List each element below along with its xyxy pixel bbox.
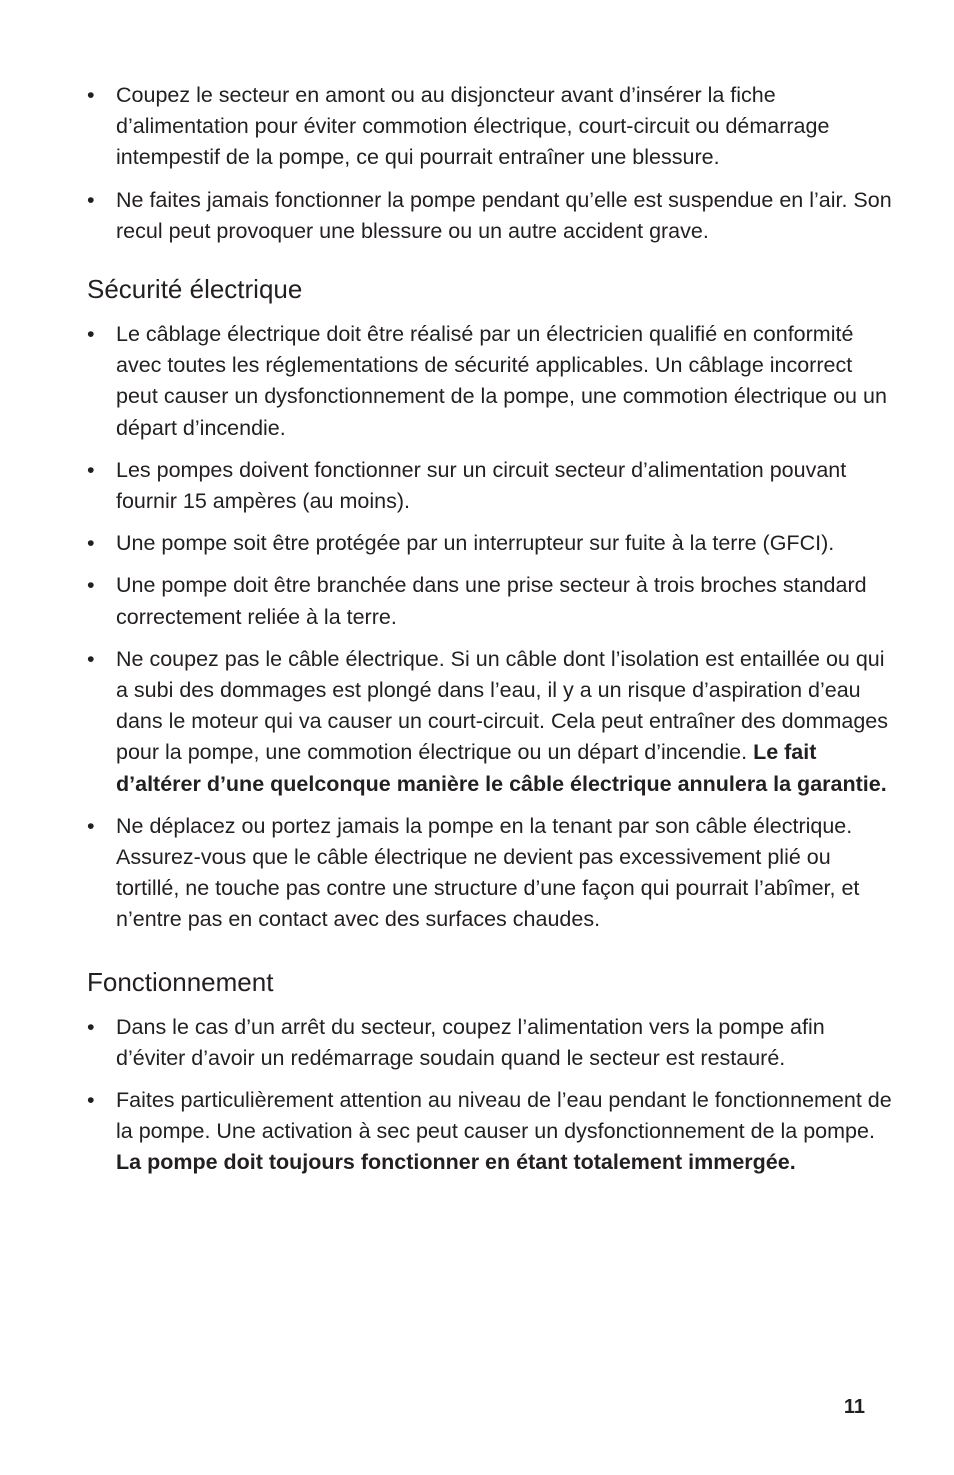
list-item xyxy=(87,319,894,444)
bullet-icon: • xyxy=(87,1088,95,1113)
list-item xyxy=(87,1012,894,1074)
list-item xyxy=(87,185,894,247)
bullet-text: Ne déplacez ou portez jamais la pompe en la tenant par son câble électrique. Assurez-vous que le câble électrique ne devient pas excessivement plié ou tortillé, ne touche pas contre une structure d’une façon qui pourrait l’abîmer, et n’entre pas en contact avec des surfaces chaudes. xyxy=(116,813,860,932)
list-item xyxy=(87,80,894,174)
list-item xyxy=(87,644,894,800)
bullet-icon: • xyxy=(87,813,95,838)
bullet-icon: • xyxy=(87,457,95,482)
bullet-icon: • xyxy=(87,322,95,347)
bullet-text: Une pompe soit être protégée par un interrupteur sur fuite à la terre (GFCI). xyxy=(116,531,835,556)
bullet-text: Une pompe doit être branchée dans une prise secteur à trois broches standard correctement reliée à la terre. xyxy=(116,573,867,629)
list-item xyxy=(87,570,894,632)
bullet-text: Dans le cas d’un arrêt du secteur, coupez l’alimentation vers la pompe afin d’éviter d’avoir un redémarrage soudain quand le secteur est restauré. xyxy=(116,1014,825,1070)
bullet-icon: • xyxy=(87,187,95,212)
submersion-warning-text: La pompe doit toujours fonctionner en étant totalement immergée. xyxy=(116,1150,796,1175)
warranty-warning-text: Le fait d’altérer d’une quelconque manière le câble électrique annulera la garantie. xyxy=(116,740,887,796)
operation-bullet-list xyxy=(87,1012,894,1179)
bullet-text: Ne coupez pas le câble électrique. Si un câble dont l’isolation est entaillée ou qui a subi des dommages est plongé dans l’eau, il y a un risque d’aspiration d’eau dans le moteur qui va causer un court-circuit. Cela peut entraîner des dommages pour la pompe, une commotion électrique ou un départ d’incendie. xyxy=(116,646,889,765)
section-title-electrical-safety: Sécurité électrique xyxy=(87,274,303,305)
intro-bullet-list xyxy=(87,80,894,247)
electrical-safety-bullet-list xyxy=(87,319,894,936)
bullet-text: Ne faites jamais fonctionner la pompe pendant qu’elle est suspendue en l’air. Son recul peut provoquer une blessure ou un autre accident grave. xyxy=(116,187,892,243)
bullet-text: Coupez le secteur en amont ou au disjoncteur avant d’insérer la fiche d’alimentation pour éviter commotion électrique, court-circuit ou démarrage intempestif de la pompe, ce qui pourrait entraîner une blessure. xyxy=(116,83,830,170)
bullet-icon: • xyxy=(87,573,95,598)
bullet-icon: • xyxy=(87,531,95,556)
bullet-icon: • xyxy=(87,646,95,671)
bullet-icon: • xyxy=(87,83,95,107)
list-item xyxy=(87,1085,894,1179)
list-item xyxy=(87,455,894,517)
list-item xyxy=(87,811,894,936)
bullet-text: Les pompes doivent fonctionner sur un circuit secteur d’alimentation pouvant fournir 15 ampères (au moins). xyxy=(116,457,847,514)
section-title-operation: Fonctionnement xyxy=(87,966,274,997)
list-item xyxy=(87,528,894,559)
page-number: 11 xyxy=(843,1396,865,1418)
bullet-text: Faites particulièrement attention au niveau de l’eau pendant le fonctionnement de la pompe. Une activation à sec peut causer un dysfonctionnement de la pompe. xyxy=(116,1088,892,1144)
bullet-text: Le câblage électrique doit être réalisé par un électricien qualifié en conformité avec toutes les réglementations de sécurité applicables. Un câblage incorrect peut causer un dysfonctionnement de la pompe, une commotion électrique ou un départ d’incendie. xyxy=(116,322,887,440)
bullet-icon: • xyxy=(87,1014,95,1039)
